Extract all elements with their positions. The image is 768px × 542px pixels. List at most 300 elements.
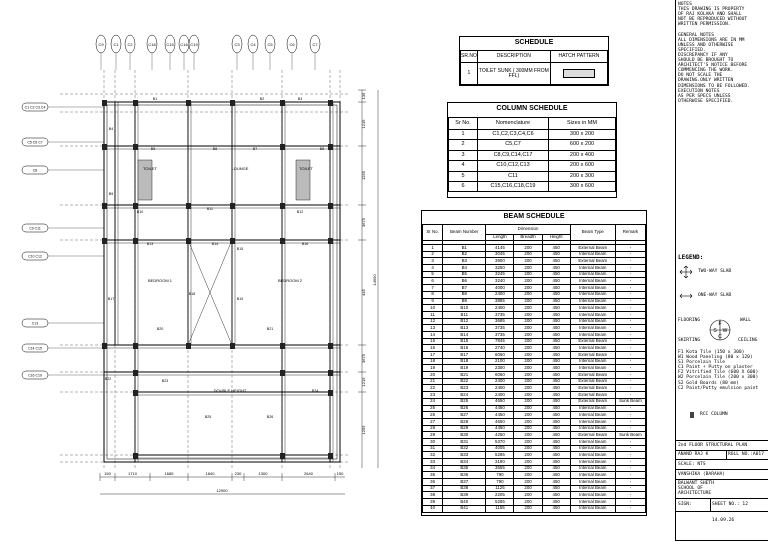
beam-label: B7 (252, 147, 258, 151)
column-schedule-cell: C5,C7 (478, 140, 549, 150)
beam-schedule-cell: - (615, 352, 645, 359)
beam-schedule-cell: 450 (542, 298, 570, 305)
room-label: DOUBLE HEIGHT (213, 388, 247, 393)
legend-one-way: ONE-WAY SLAB (698, 293, 732, 298)
beam-schedule-cell: 200 (514, 358, 542, 365)
beam-schedule-row (423, 245, 646, 252)
column-bubble-label: C16 (180, 42, 188, 47)
dimension-text: 1255 (361, 425, 366, 435)
beam-schedule-row (423, 291, 646, 298)
beam-schedule-cell: 1125 (486, 485, 514, 492)
beam-label: B16 (301, 242, 309, 246)
scale-row (676, 460, 768, 470)
beam-schedule-cell: 200 (514, 485, 542, 492)
beam-schedule-cell: 450 (542, 285, 570, 292)
plan-text (25, 42, 377, 493)
rcc-column (133, 343, 138, 349)
rcc-column (328, 238, 333, 244)
column-schedule-cell: 2 (449, 140, 478, 150)
beam-label: B1 (152, 97, 158, 101)
column-bubble-label: C2 (127, 42, 133, 47)
beam-schedule-cell: Internal Beam (570, 265, 615, 272)
beam-schedule-cell: 4650 (486, 418, 514, 425)
beam-schedule-cell: 450 (542, 358, 570, 365)
beam-schedule-cell: 200 (514, 311, 542, 318)
beam-schedule-cell: External Beam (570, 245, 615, 252)
beam-schedule-cell: 200 (514, 338, 542, 345)
guide-name: VANSHIKA (BARAHA) (678, 472, 726, 477)
beam-schedule-cell: 790 (486, 472, 514, 479)
beam-schedule-cell: External Beam (570, 385, 615, 392)
beam-schedule-cell: B13 (443, 325, 486, 332)
roll-number: ROLL NO.:A017 (728, 452, 764, 457)
column-schedule-row (449, 171, 616, 181)
beam-subheader: Height (542, 235, 570, 241)
beam-schedule-cell: Internal Beam (570, 285, 615, 292)
beam-schedule-cell: - (615, 298, 645, 305)
beam-schedule-cell: B34 (443, 459, 486, 466)
title-block (676, 440, 768, 540)
room-label: BEDROOM 1 (147, 278, 173, 283)
beam-schedule-cell: 17 (423, 352, 443, 359)
beam-schedule-cell: Internal Beam (570, 345, 615, 352)
column-schedule-row (449, 161, 616, 171)
beam-schedule-cell: Internal Beam (570, 465, 615, 472)
beam-schedule-cell: 200 (514, 452, 542, 459)
beam-schedule-cell: 200 (514, 492, 542, 499)
sign-label: SIGN: (678, 502, 692, 507)
student-name: ANAND RAJ K (678, 452, 709, 457)
rcc-column (328, 203, 333, 209)
legend-rcc: RCC COLUMN (700, 412, 728, 417)
rcc-column (328, 370, 333, 376)
beam-schedule-row (423, 338, 646, 345)
beam-schedule-cell: 34 (423, 465, 443, 472)
column-bubble-label: C9 (98, 42, 104, 47)
beam-schedule-row (423, 492, 646, 499)
beam-schedule-cell: 26 (423, 412, 443, 419)
column-schedule-header: Sizes in MM (549, 118, 616, 130)
beam-schedule-cell: B2 (443, 251, 486, 258)
beam-schedule-cell: 450 (542, 331, 570, 338)
beam-schedule-cell: 200 (514, 291, 542, 298)
beam-schedule-cell: 10 (423, 305, 443, 312)
beam-schedule-cell: B36 (443, 472, 486, 479)
beam-schedule-cell: B5 (443, 271, 486, 278)
schedule-table (460, 50, 608, 85)
rcc-column (230, 100, 235, 106)
beam-schedule-cell: B18 (443, 358, 486, 365)
beam-schedule-row (423, 311, 646, 318)
beam-schedule-cell: 200 (514, 398, 542, 405)
beam-schedule-cell: Internal Beam (570, 311, 615, 318)
beam-subheader: Breadth (514, 235, 542, 241)
beam-schedule-cell: 450 (542, 412, 570, 419)
beam-schedule-cell: - (615, 459, 645, 466)
beam-schedule-cell: 18 (423, 358, 443, 365)
beam-schedule-cell: 3245 (486, 271, 514, 278)
beam-schedule-cell: 200 (514, 405, 542, 412)
beam-header: Beam Type (570, 225, 615, 241)
beam-schedule-cell: 450 (542, 365, 570, 372)
college-name: BALWANT SHETH SCHOOL OF ARCHITECTURE (678, 481, 714, 497)
beam-schedule-cell: 200 (514, 432, 542, 439)
column-schedule-cell: 6 (449, 181, 478, 191)
beam-schedule-cell: 15 (423, 338, 443, 345)
beam-schedule-cell: - (615, 318, 645, 325)
legend-flooring: FLOORING (678, 318, 701, 323)
compass-w: W (722, 328, 728, 334)
beam-schedule-cell: 28 (423, 425, 443, 432)
beam-schedule-cell: B26 (443, 405, 486, 412)
two-way-slab-symbol (680, 266, 692, 278)
beam-schedule-cell: B11 (443, 311, 486, 318)
outer-wall (104, 102, 340, 462)
beam-schedule-cell: 200 (514, 378, 542, 385)
rcc-column (230, 343, 235, 349)
beam-schedule-cell: Internal Beam (570, 271, 615, 278)
beam-schedule-cell: - (615, 479, 645, 486)
beam-schedule-cell: 2400 (486, 385, 514, 392)
beam-schedule-cell: - (615, 492, 645, 499)
room-label: BEDROOM 2 (277, 278, 303, 283)
beam-schedule-box (421, 210, 647, 516)
beam-schedule-cell: Internal Beam (570, 405, 615, 412)
beam-schedule-row (423, 392, 646, 399)
name-divider (726, 450, 727, 459)
beam-label: B6 (212, 147, 218, 151)
legend-ceiling: CEILING (738, 338, 758, 343)
overall-dimension: 12900 (216, 488, 228, 493)
beam-schedule-row (423, 472, 646, 479)
beam-schedule-cell: 4145 (486, 245, 514, 252)
column-schedule-title: COLUMN SCHEDULE (496, 105, 568, 112)
column-schedule-cell: 200 x 400 (549, 150, 616, 160)
beam-schedule-cell: 38 (423, 492, 443, 499)
beam-schedule-cell: 450 (542, 278, 570, 285)
beam-schedule-cell: 2400 (486, 378, 514, 385)
left-callout-label: C1 C2 C3 C4 (24, 105, 46, 110)
beam-schedule-cell: Internal Beam (570, 459, 615, 466)
beam-schedule-cell: - (615, 251, 645, 258)
dimension-text: 445 (361, 289, 366, 296)
beam-schedule-cell: 7 (423, 285, 443, 292)
beam-schedule-cell: 12 (423, 318, 443, 325)
beam-schedule-cell: 200 (514, 412, 542, 419)
rcc-column (280, 100, 285, 106)
beam-schedule-cell: 3555 (486, 465, 514, 472)
beam-schedule-cell: B1 (443, 245, 486, 252)
column-schedule-table (448, 117, 616, 192)
beam-schedule-cell: 29 (423, 432, 443, 439)
beam-schedule-cell: 14 (423, 331, 443, 338)
beam-schedule-cell: 3045 (486, 251, 514, 258)
beam-schedule-cell: 200 (514, 459, 542, 466)
beam-schedule-row (423, 452, 646, 459)
beam-schedule-cell: External Beam (570, 258, 615, 265)
beam-schedule-cell: 3885 (486, 298, 514, 305)
column-schedule-cell: 300 x 600 (549, 181, 616, 191)
beam-schedule-cell: 200 (514, 418, 542, 425)
column-schedule-cell: 200 x 600 (549, 161, 616, 171)
beam-schedule-cell: - (615, 311, 645, 318)
beam-schedule-cell: 450 (542, 251, 570, 258)
beam-schedule-table (422, 224, 646, 513)
beam-label: B12 (296, 210, 304, 214)
beam-schedule-cell: B23 (443, 385, 486, 392)
beam-schedule-row (423, 479, 646, 486)
room-label: LOUNGE (231, 166, 249, 171)
beam-schedule-row (423, 345, 646, 352)
beam-schedule-cell: 2 (423, 251, 443, 258)
beam-schedule-title: BEAM SCHEDULE (503, 213, 565, 220)
column-schedule-cell: C1,C2,C3,C4,C6 (478, 130, 549, 140)
beam-header: Dimension (486, 225, 570, 235)
beam-schedule-row (423, 499, 646, 506)
beam-schedule-cell: Internal Beam (570, 331, 615, 338)
beam-schedule-cell: 450 (542, 485, 570, 492)
dimension-text: 150 (104, 471, 111, 476)
room-label: TOILET (143, 166, 157, 171)
beam-schedule-row (423, 418, 646, 425)
beam-schedule-cell: B29 (443, 425, 486, 432)
schedule-header: SR.NO (461, 51, 478, 63)
beam-schedule-cell: 32 (423, 452, 443, 459)
schedule-header: DESCRIPTION (477, 51, 550, 63)
beam-schedule-cell: 25 (423, 405, 443, 412)
dimension-text: 3675 (361, 354, 366, 363)
beam-label: B20 (156, 327, 164, 331)
beam-schedule-cell: - (615, 438, 645, 445)
beam-schedule-cell: 450 (542, 445, 570, 452)
beam-schedule-row (423, 298, 646, 305)
beam-schedule-cell: B31 (443, 438, 486, 445)
beam-schedule-cell: - (615, 358, 645, 365)
beam-schedule-cell: - (615, 305, 645, 312)
beam-schedule-cell: 200 (514, 278, 542, 285)
beam-schedule-cell: B4 (443, 265, 486, 272)
beam-schedule-cell: 450 (542, 265, 570, 272)
beam-schedule-cell: - (615, 405, 645, 412)
beam-schedule-cell: 450 (542, 459, 570, 466)
beam-schedule-cell: Internal Beam (570, 412, 615, 419)
column-schedule-header: Nomenclature (478, 118, 549, 130)
beam-schedule-cell: Internal Beam (570, 365, 615, 372)
rcc-column (102, 100, 107, 106)
beam-schedule-cell: 200 (514, 251, 542, 258)
dimension-text: 1255 (361, 171, 366, 180)
beam-schedule-cell: 1155 (486, 505, 514, 512)
column-schedule-cell: C15,C16,C18,C19 (478, 181, 549, 191)
beam-schedule-cell: 450 (542, 338, 570, 345)
beam-schedule-cell: Internal Beam (570, 499, 615, 506)
beam-schedule-cell: 2100 (486, 358, 514, 365)
beam-schedule-cell: 450 (542, 425, 570, 432)
rcc-column (328, 453, 333, 459)
beam-schedule-cell: 200 (514, 345, 542, 352)
rcc-column (280, 203, 285, 209)
beam-schedule-cell: 36 (423, 479, 443, 486)
beam-schedule-cell: 200 (514, 331, 542, 338)
beam-header: Beam Number (443, 225, 486, 241)
hatch-swatch-cell (550, 63, 607, 85)
dimension-text: 1685 (164, 471, 174, 476)
beam-schedule-cell: Internal Beam (570, 325, 615, 332)
beam-schedule-cell: 22 (423, 385, 443, 392)
sign-divider (710, 499, 711, 511)
column-bubble-label: C1 (113, 42, 119, 47)
beam-schedule-cell: B32 (443, 445, 486, 452)
column-bubble-label: C7 (312, 42, 318, 47)
beam-schedule-cell: - (615, 331, 645, 338)
beam-label: B13 (146, 242, 154, 246)
college-row (676, 480, 768, 499)
schedule-cell: 1 (461, 63, 478, 85)
beam-schedule-row (423, 365, 646, 372)
rcc-column (328, 144, 333, 150)
beam-schedule-cell: External Beam (570, 338, 615, 345)
beam-label: B21 (266, 327, 274, 331)
beam-schedule-cell: 13 (423, 325, 443, 332)
beam-schedule-cell: 450 (542, 258, 570, 265)
beam-schedule-cell: B6 (443, 278, 486, 285)
beam-label: B9 (108, 192, 114, 196)
outer-wall-inner (104, 105, 337, 459)
beam-schedule-cell: 4000 (486, 285, 514, 292)
beam-label: B26 (266, 415, 274, 419)
beam-label: B19 (236, 297, 244, 301)
guide-row (676, 470, 768, 480)
column-schedule-header: Sr No. (449, 118, 478, 130)
beam-schedule-cell: - (615, 365, 645, 372)
beam-schedule-cell: B8 (443, 291, 486, 298)
beam-schedule-cell: - (615, 412, 645, 419)
compass-c: C (718, 334, 722, 340)
beam-schedule-cell: B10 (443, 305, 486, 312)
beam-schedule-cell: 3735 (486, 311, 514, 318)
beam-schedule-cell: - (615, 445, 645, 452)
sheet-title: 2nd FLOOR STRUCTURAL PLAN (678, 443, 748, 448)
beam-schedule-cell: 450 (542, 492, 570, 499)
beam-schedule-cell: 450 (542, 345, 570, 352)
beam-schedule-cell: 2400 (486, 305, 514, 312)
beam-schedule-cell: Internal Beam (570, 438, 615, 445)
beam-label: B15 (236, 247, 244, 251)
beam-schedule-cell: 3685 (486, 318, 514, 325)
beam-subheader: Length (486, 235, 514, 241)
column-bubble-label: C4 (250, 42, 256, 47)
schedule-header: HATCH PATTERN (550, 51, 607, 63)
beam-schedule-cell: 200 (514, 499, 542, 506)
beam-schedule-cell: 2205 (486, 492, 514, 499)
rcc-column (133, 100, 138, 106)
beam-schedule-cell: 6060 (486, 372, 514, 379)
beam-schedule-row (423, 398, 646, 405)
schedule-cell: TOILET SUNK ( 300MM FROM FFL) (477, 63, 550, 85)
beam-schedule-row (423, 358, 646, 365)
beam-schedule-cell: 39 (423, 499, 443, 506)
beam-schedule-cell: 200 (514, 245, 542, 252)
beam-schedule-cell: - (615, 385, 645, 392)
beam-schedule-cell: 4450 (486, 405, 514, 412)
beam-schedule-cell: 450 (542, 311, 570, 318)
beam-schedule-cell: 450 (542, 392, 570, 399)
beam-schedule-cell: 790 (486, 479, 514, 486)
beam-label: B3 (297, 97, 303, 101)
column-schedule-row (449, 140, 616, 150)
beam-schedule-cell: 200 (514, 425, 542, 432)
beam-schedule-row (423, 278, 646, 285)
sign-row (676, 499, 768, 512)
rcc-column (133, 390, 138, 396)
side-panel (675, 0, 768, 541)
left-callout-label: C13 (31, 321, 39, 326)
beam-schedule-cell: - (615, 392, 645, 399)
beam-label: B24 (311, 389, 319, 393)
beam-schedule-cell: 200 (514, 438, 542, 445)
beam-schedule-cell: 450 (542, 499, 570, 506)
beam-label: B10 (136, 210, 144, 214)
left-callout-label: C9 C11 (29, 226, 41, 231)
beam-schedule-cell: 200 (514, 258, 542, 265)
beam-schedule-cell: Sunk Beam (615, 432, 645, 439)
beam-schedule-cell: 450 (542, 418, 570, 425)
beam-schedule-cell: B41 (443, 505, 486, 512)
beam-schedule-cell: 450 (542, 372, 570, 379)
schedule-box (459, 36, 609, 86)
beam-schedule-row (423, 352, 646, 359)
beam-schedule-row (423, 505, 646, 512)
beam-schedule-cell: 4 (423, 265, 443, 272)
legend-wall: WALL (740, 318, 752, 323)
beam-schedule-cell: 3900 (486, 258, 514, 265)
beam-header: Remark (615, 225, 645, 241)
beam-schedule-cell: 35 (423, 472, 443, 479)
beam-schedule-cell: 30 (423, 438, 443, 445)
beam-schedule-cell: 2400 (486, 392, 514, 399)
beam-schedule-cell: - (615, 372, 645, 379)
dimension-text: 230 (234, 471, 242, 476)
column-bubble-label: C3 (234, 42, 240, 47)
beam-schedule-cell: 16 (423, 345, 443, 352)
beam-schedule-cell: 450 (542, 291, 570, 298)
beam-schedule-cell: 200 (514, 265, 542, 272)
beam-schedule-cell: 37 (423, 485, 443, 492)
dimension-text: 1710 (128, 471, 137, 476)
beam-schedule-cell: 5370 (486, 438, 514, 445)
beam-schedule-cell: - (615, 345, 645, 352)
column-bubble-label: C5 (267, 42, 273, 47)
beam-schedule-row (423, 445, 646, 452)
beam-schedule-cell: Internal Beam (570, 298, 615, 305)
legend-title: LEGEND: (678, 254, 704, 261)
compass-f: F (718, 321, 722, 327)
beam-schedule-cell: - (615, 338, 645, 345)
rcc-column (133, 203, 138, 209)
dimension-text: 1215 (361, 377, 366, 387)
beam-schedule-cell: 5285 (486, 499, 514, 506)
rcc-column (280, 144, 285, 150)
beam-schedule-cell: 450 (542, 385, 570, 392)
beam-schedule-cell: B17 (443, 352, 486, 359)
dimension-text: 1300 (258, 471, 268, 476)
beam-label: B14 (211, 242, 219, 246)
compass-s: S (713, 328, 717, 334)
column-schedule-cell: 200 x 300 (549, 171, 616, 181)
beam-schedule-cell: B3 (443, 258, 486, 265)
beam-schedule-cell: 3250 (486, 265, 514, 272)
beam-schedule-cell: 8 (423, 291, 443, 298)
